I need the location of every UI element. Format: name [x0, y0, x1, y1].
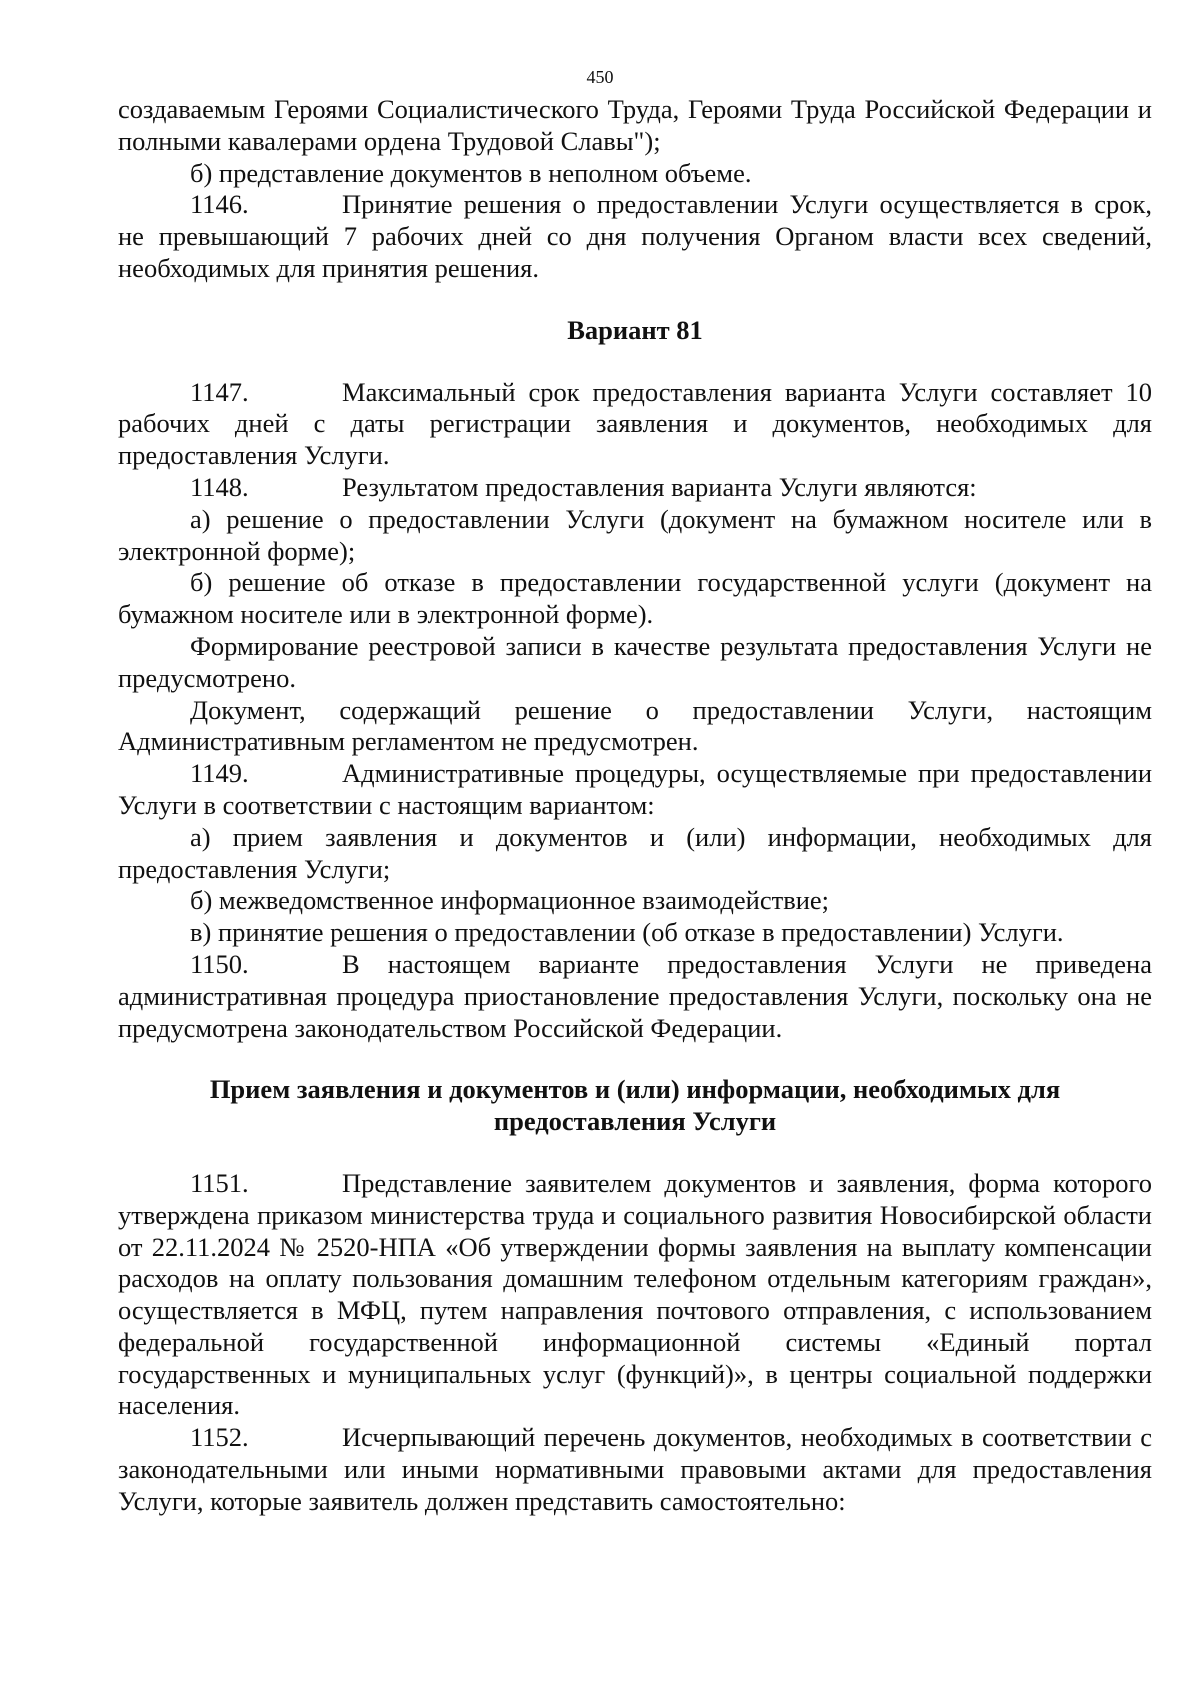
paragraph-continuation: создаваемым Героями Социалистического Труда, Героями Труда Российской Федерации и полными кавалерами ордена Трудовой Славы"); — [118, 94, 1152, 156]
spacer — [118, 1138, 1152, 1168]
paragraph-document-decision: Документ, содержащий решение о предоставлении Услуги, настоящим Административным регламентом не предусмотрен. — [118, 694, 1152, 757]
item-number: 1150. — [190, 948, 249, 979]
item-text: Результатом предоставления варианта Услуги являются: — [342, 471, 977, 502]
item-text: Представление заявителем документов и заявления, форма которого утверждена приказом министерства труда и социального развития Новосибирской области от 22.11.2024 № 2520-НПА «Об утверждении формы заявления на выплату компенсации расходов на оплату пользования домашним телефоном отдельным категориям граждан», осуществляется в МФЦ, путем направления почтового отправления, с использованием федеральной государственной информационной системы «Единый портал государственных и муниципальных услуг (функций)», в центры социальной поддержки населения. — [118, 1167, 1152, 1421]
document-body — [118, 94, 1152, 1518]
item-number: 1149. — [190, 758, 249, 789]
paragraph-b-interaction: б) межведомственное информационное взаимодействие; — [190, 885, 830, 916]
paragraph-registry-record: Формирование реестровой записи в качестве результата предоставления Услуги не предусмотрено. — [118, 630, 1152, 693]
item-number: 1146. — [190, 189, 249, 220]
page-number: 450 — [586, 67, 614, 87]
item-text: Максимальный срок предоставления варианта Услуги составляет 10 рабочих дней с даты регистрации заявления и документов, необходимых для предоставления Услуги. — [118, 376, 1152, 471]
paragraph-b-refusal: б) решение об отказе в предоставлении государственной услуги (документ на бумажном носителе или в электронной форме). — [118, 567, 1152, 630]
item-text: В настоящем варианте предоставления Услуги не приведена административная процедура приостановление предоставления Услуги, поскольку она не предусмотрена законодательством Российской Федерации. — [118, 948, 1152, 1043]
item-number: 1147. — [190, 376, 249, 407]
item-number: 1148. — [190, 471, 249, 502]
spacer — [118, 1044, 1152, 1074]
item-1147 — [118, 377, 1152, 472]
item-text: Административные процедуры, осуществляемые при предоставлении Услуги в соответствии с настоящим вариантом: — [118, 758, 1152, 820]
item-text: Исчерпывающий перечень документов, необходимых в соответствии с законодательными или иными нормативными правовыми актами для предоставления Услуги, которые заявитель должен представить самостоятельно: — [118, 1422, 1152, 1516]
paragraph-v-decision: в) принятие решения о предоставлении (об отказе в предоставлении) Услуги. — [190, 917, 1064, 948]
item-1152 — [118, 1422, 1152, 1517]
item-1151 — [118, 1168, 1152, 1422]
item-1150 — [118, 949, 1152, 1044]
item-number: 1151. — [190, 1167, 249, 1198]
item-1148 — [118, 472, 1152, 504]
spacer — [118, 347, 1152, 377]
paragraph-a-decision: а) решение о предоставлении Услуги (документ на бумажном носителе или в электронной форме); — [118, 503, 1152, 566]
item-number: 1152. — [190, 1422, 249, 1453]
item-text: Принятие решения о предоставлении Услуги осуществляется в срок, не превышающий 7 рабочих дней со дня получения Органом власти всех сведений, необходимых для принятия решения. — [118, 189, 1152, 283]
paragraph-b-incomplete: б) представление документов в неполном объеме. — [190, 157, 752, 188]
heading-variant: Вариант 81 — [567, 314, 703, 345]
paragraph-a-reception: а) прием заявления и документов и (или) информации, необходимых для предоставления Услуги; — [118, 821, 1152, 884]
spacer — [118, 285, 1152, 315]
heading-section: Прием заявления и документов и (или) информации, необходимых для предоставления Услуги — [209, 1074, 1061, 1137]
item-1146 — [118, 189, 1152, 284]
item-1149 — [118, 758, 1152, 822]
